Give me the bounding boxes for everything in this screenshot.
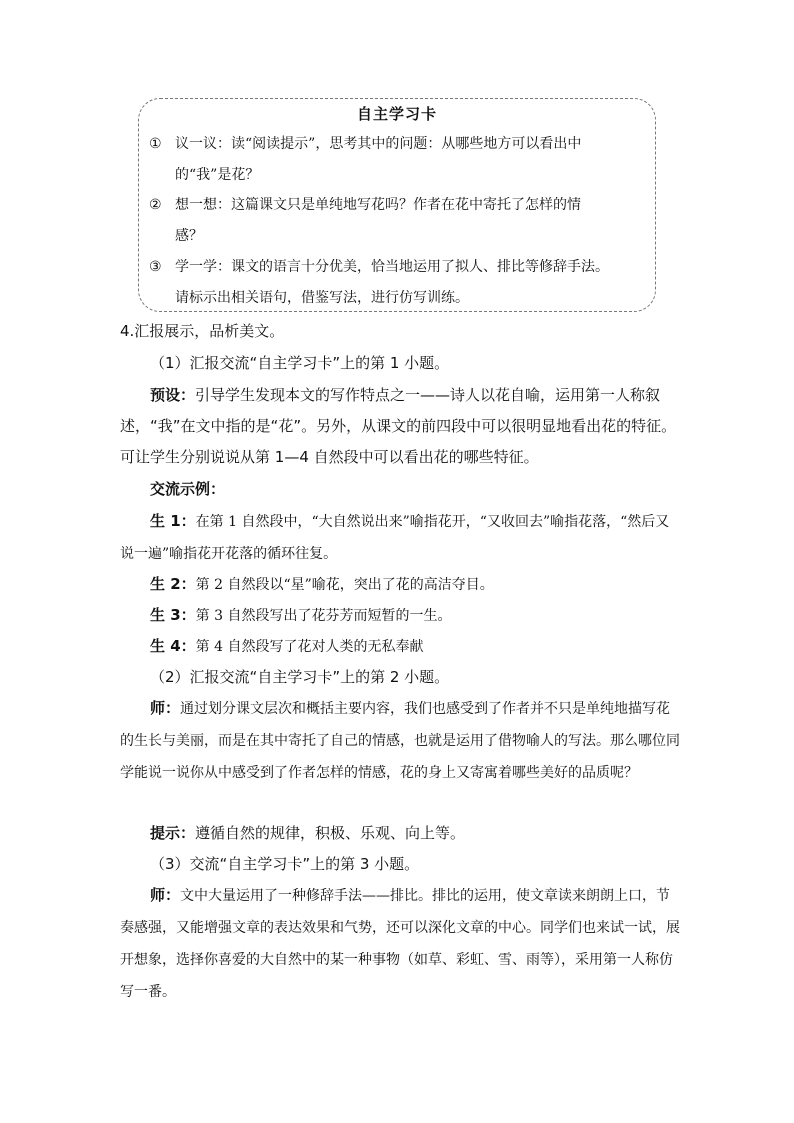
question-2: （2）汇报交流“自主学习卡”上的第 2 小题。 [150, 668, 450, 686]
card-item-3 [149, 252, 649, 314]
question-3: （3）交流“自主学习卡”上的第 3 小题。 [150, 855, 420, 873]
student-3 [120, 600, 682, 632]
item-text: 学一学：课文的语言十分优美，恰当地运用了拟人、排比等修辞手法。 [175, 259, 609, 275]
self-study-card [138, 98, 656, 312]
teacher-text: 文中大量运用了一种修辞手法——排比。排比的运用，使文章读来朗朗上口，节奏感强，又能增强文章的表达效果和气势，还可以深化文章的中心。同学们也来试一试，展开想象，选择你喜爱的大自然中的某一种事物（如草、彩虹、雪、雨等），采用第一人称仿写一番。 [120, 888, 680, 1000]
item-text-continued: 请标示出相关语句，借鉴写法，进行仿写训练。 [175, 290, 469, 306]
student-label: 生 4： [150, 637, 196, 655]
teacher-label: 师： [150, 886, 181, 904]
hint-paragraph [120, 818, 682, 849]
hint-text: 遵循自然的规律，积极、乐观、向上等。 [195, 824, 466, 842]
student-4 [120, 631, 682, 663]
student-label: 生 1： [150, 512, 196, 530]
card-item-1 [149, 129, 649, 191]
preset-text: 引导学生发现本文的写作特点之一——诗人以花自喻，运用第一人称叙述，“我”在文中指的是“花”。另外，从课文的前四段中可以很明显地看出花的特征。可让学生分别说说从第 1—4 自然段中可以看出花的哪些特征。 [120, 386, 677, 466]
item-text-continued: 感？ [175, 228, 203, 244]
student-text: 第 3 自然段写出了花芬芳而短暂的一生。 [195, 608, 452, 624]
student-text: 第 2 自然段以“星”喻花，突出了花的高洁夺目。 [195, 577, 494, 593]
teacher-paragraph-2 [120, 880, 682, 1008]
item-text-continued: 的“我”是花？ [175, 167, 260, 183]
student-2 [120, 569, 682, 601]
teacher-paragraph-1 [120, 693, 682, 789]
item-text: 议一议：读“阅读提示”，思考其中的问题：从哪些地方可以看出中 [175, 136, 582, 152]
item-number: ③ [149, 259, 162, 275]
teacher-label: 师： [150, 699, 181, 717]
card-item-2 [149, 190, 649, 252]
item-number: ② [149, 197, 162, 213]
hint-label: 提示： [150, 824, 196, 842]
card-title: 自主学习卡 [356, 105, 437, 123]
item-text: 想一想：这篇课文只是单纯地写花吗？作者在花中寄托了怎样的情 [175, 197, 581, 213]
student-text: 在第 1 自然段中，“大自然说出来”喻指花开，“又收回去”喻指花落，“然后又说一遍”喻指花开花落的循环往复。 [120, 514, 670, 562]
student-label: 生 3： [150, 606, 196, 624]
section-4-heading: 4.汇报展示，品析美文。 [120, 322, 285, 340]
exchange-title-label: 交流示例： [150, 480, 226, 498]
preset-paragraph [120, 380, 682, 473]
student-1 [120, 506, 682, 570]
question-1: （1）汇报交流“自主学习卡”上的第 1 小题。 [150, 354, 450, 372]
student-text: 第 4 自然段写了花对人类的无私奉献 [195, 639, 424, 655]
teacher-text: 通过划分课文层次和概括主要内容，我们也感受到了作者并不只是单纯地描写花的生长与美丽，而是在其中寄托了自己的情感，也就是运用了借物喻人的写法。那么哪位同学能说一说你从中感受到了作者怎样的情感，花的身上又寄寓着哪些美好的品质呢？ [120, 701, 680, 781]
item-number: ① [149, 136, 162, 152]
preset-label: 预设： [150, 386, 196, 404]
exchange-title [120, 474, 682, 505]
student-label: 生 2： [150, 575, 196, 593]
